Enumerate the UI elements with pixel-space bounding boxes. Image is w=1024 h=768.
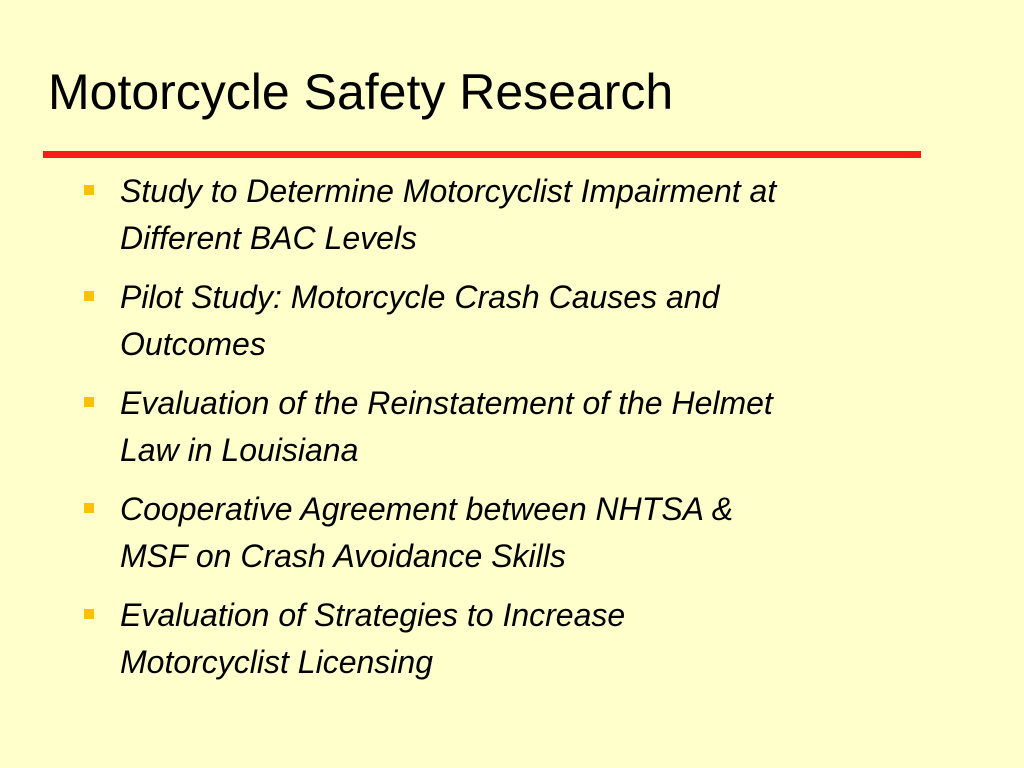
bullet-item xyxy=(0,380,950,474)
bullet-text-line1: Evaluation of Strategies to Increase xyxy=(120,597,626,633)
title-underline xyxy=(43,151,921,158)
bullet-text-line2: Outcomes xyxy=(120,326,266,362)
bullet-item xyxy=(0,486,950,580)
bullet-text-line2: Different BAC Levels xyxy=(120,220,418,256)
bullet-text-line1: Study to Determine Motorcyclist Impairment at xyxy=(120,173,777,209)
square-bullet-icon xyxy=(84,185,94,195)
square-bullet-icon xyxy=(84,503,94,513)
bullet-text-line2: MSF on Crash Avoidance Skills xyxy=(120,538,566,574)
bullet-text-line1: Pilot Study: Motorcycle Crash Causes and xyxy=(120,279,720,315)
bullet-item xyxy=(0,592,950,686)
bullet-list xyxy=(0,168,950,698)
bullet-item xyxy=(0,274,950,368)
bullet-text-line1: Evaluation of the Reinstatement of the Helmet xyxy=(120,385,773,421)
square-bullet-icon xyxy=(84,609,94,619)
bullet-text-line1: Cooperative Agreement between NHTSA & xyxy=(120,491,734,527)
square-bullet-icon xyxy=(84,397,94,407)
square-bullet-icon xyxy=(84,291,94,301)
bullet-item xyxy=(0,168,950,262)
slide-title: Motorcycle Safety Research xyxy=(48,64,674,120)
bullet-text-line2: Motorcyclist Licensing xyxy=(120,644,433,680)
bullet-text-line2: Law in Louisiana xyxy=(120,432,359,468)
